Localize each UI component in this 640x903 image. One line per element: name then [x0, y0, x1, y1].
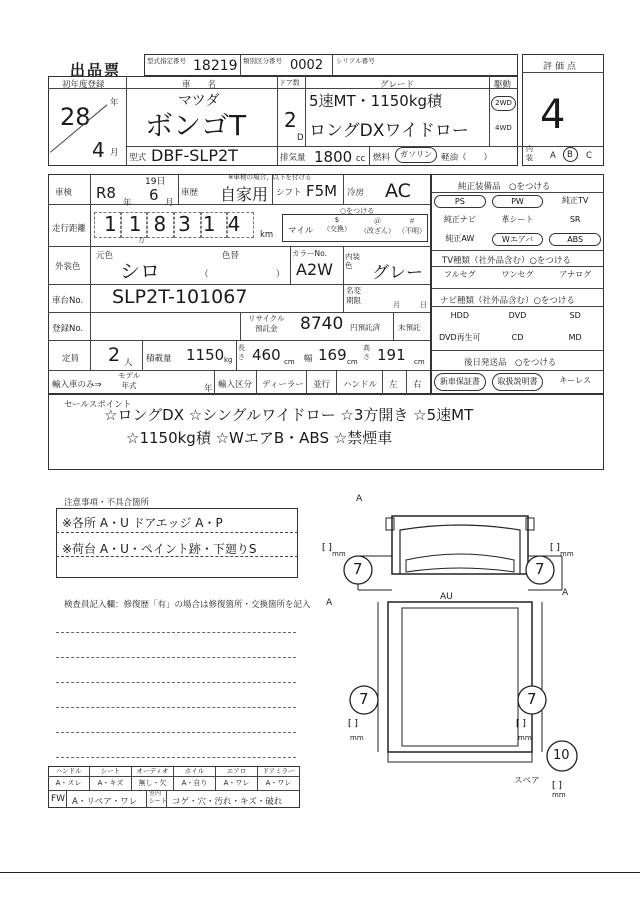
drive-4wd: 4WD [495, 124, 512, 132]
after-title: 後日発送品 ○をつける [464, 358, 557, 368]
shaken-label: 車検 [55, 188, 73, 198]
history-label: 車歴 [181, 188, 199, 198]
mm-rl: mm [350, 734, 364, 742]
diagram-mark-au: AU [440, 592, 453, 602]
diagram-mark-a-right: A [562, 588, 569, 598]
ac-label: 冷房 [347, 188, 365, 198]
rating-value: 4 [540, 92, 566, 138]
navi-item-0: HDD [450, 311, 469, 320]
equipment-item-6: 純正AW [445, 234, 475, 243]
tamper-label: ＠ （改ざん） [360, 217, 395, 235]
shaken-month-unit: 月 [165, 198, 174, 208]
width-label: 幅 [304, 354, 313, 364]
legend-value-0: A・スレ [48, 777, 90, 790]
category-value: 0002 [290, 58, 324, 73]
navi-grid [431, 306, 604, 350]
height-unit: cm [414, 358, 425, 366]
interior-c: C [586, 151, 592, 161]
displacement-unit: cc [356, 154, 366, 164]
color-value: シロ [120, 259, 160, 283]
svg-text:[ ]: [ ] [516, 719, 526, 729]
height-label: 高さ [363, 344, 370, 361]
serial-label: シリアル番号 [336, 57, 375, 65]
mileage-digits [94, 212, 254, 242]
mm-fr: mm [560, 550, 574, 558]
rating-label: 評価点 [543, 62, 580, 72]
equipment-item-3: 純正ナビ [443, 215, 476, 224]
tv-item-0: フルセグ [443, 270, 476, 279]
legend-row3c: コゲ・穴・汚れ・キズ・破れ [172, 797, 283, 807]
legend-head-2: オーディオ [132, 766, 174, 777]
svg-text:[ ]: [ ] [552, 781, 562, 791]
model-code-value: 18219 [193, 58, 238, 74]
model-code-label: 型式指定番号 [147, 57, 186, 65]
mileage-label: 走行距離 [52, 224, 87, 234]
length-value: 460 [252, 346, 281, 364]
tv-grid [431, 266, 604, 286]
note-label: ※車検の場合、以下を付ける [228, 173, 312, 181]
capacity-label: 定員 [62, 354, 80, 364]
notes-line1: ※各所 A・U ドアエッジ A・P [62, 516, 223, 530]
parallel-label: 並行 [313, 380, 331, 390]
length-label: 長さ [238, 344, 245, 361]
int-color-label: 内装色 [345, 252, 360, 270]
spare-label: スペア [514, 776, 540, 786]
mile-label: マイル [288, 226, 314, 236]
capacity-unit: 人 [124, 358, 133, 368]
equipment-item-5: SR [569, 215, 581, 224]
plate-label: 登録No. [52, 324, 84, 334]
tv-title: TV種類（社外品含む）○をつける [442, 256, 571, 266]
after-item-0: 新車保証書 [434, 373, 486, 391]
mileage-man: 万 [138, 236, 145, 244]
inspector-label: 検査員記入欄：修復歴「有」の場合は修復箇所・交換箇所を記入 [64, 600, 311, 610]
import-cat-label: 輸入区分 [218, 380, 253, 390]
circle-note: ○をつける [340, 207, 375, 215]
shaken-year-unit: 年 [123, 198, 132, 208]
sales-point-label: セールスポイント [64, 400, 132, 410]
legend-row3b: 室内 シート [149, 790, 168, 805]
type-value: DBF-SLP2T [151, 146, 238, 165]
model-year-suffix: 年 [204, 384, 213, 394]
vehicle-diagram [318, 490, 590, 798]
navi-title: ナビ種類（社外品含む）○をつける [440, 296, 575, 306]
doors-value: 2 [284, 108, 297, 132]
first-reg-label: 初年度登録 [62, 80, 105, 90]
recycle-value: 8740 [300, 314, 344, 334]
svg-text:[ ]: [ ] [550, 543, 560, 553]
width-value: 169 [318, 346, 347, 364]
grade-line2: ロングDXワイドロー [309, 121, 469, 141]
equipment-title: 純正装備品 ○をつける [458, 182, 551, 192]
legend-head-3: ホイル [174, 766, 216, 777]
mm-fl: mm [332, 550, 346, 558]
import-label: 輸入車のみ⇒ [52, 380, 102, 390]
after-item-2: キーレス [559, 376, 591, 385]
displacement-label: 排気量 [280, 153, 306, 163]
diagram-mark-a-left: A [326, 598, 333, 608]
legend-value-3: A・自り [174, 777, 216, 790]
notes-label: 注意事項・不具合箇所 [64, 498, 150, 508]
color-label: 外装色 [55, 262, 81, 272]
drive-label: 駆動 [494, 80, 512, 90]
length-unit: cm [284, 358, 295, 366]
first-reg-year-unit: 年 [110, 98, 119, 108]
tire-front-right: 7 [535, 560, 545, 578]
legend-value-1: A・キズ [90, 777, 132, 790]
recycle-label: リサイクル 預託金 [248, 314, 285, 333]
capacity-value: 2 [108, 344, 121, 366]
tire-rear-left: 7 [359, 690, 369, 708]
legend-value-2: 無し・欠 [132, 777, 174, 790]
model-year-label: モデル 年式 [118, 371, 141, 390]
shaken-month: 6 [149, 186, 159, 204]
mm-spare: mm [552, 791, 566, 799]
grade-line1: 5速MT・1150kg積 [309, 92, 443, 110]
navi-item-3: DVD再生可 [439, 333, 481, 342]
form-title: 出品票 [70, 61, 122, 79]
expire-month: 月 [393, 301, 400, 309]
after-item-1: 取扱説明書 [492, 373, 544, 391]
first-reg-month: 4 [92, 138, 105, 162]
equipment-item-1: PW [492, 195, 544, 208]
type-label: 型式 [129, 153, 147, 163]
color-sub-label: 色替 [222, 251, 240, 261]
mileage-value: 118314 [104, 212, 253, 236]
navi-item-4: CD [511, 333, 524, 342]
sales-point-line2: ☆1150kg積 ☆WエアB・ABS ☆禁煙車 [126, 429, 393, 447]
first-reg-year: 28 [60, 103, 91, 131]
after-grid [431, 370, 604, 394]
legend-value-5: A・ワレ [258, 777, 300, 790]
expire-day: 日 [420, 301, 427, 309]
doors-unit: D [297, 133, 304, 143]
equipment-item-8: ABS [549, 233, 601, 246]
equipment-item-4: 革シート [501, 215, 534, 224]
expire-label: 名変 期限 [346, 286, 361, 305]
sales-point-line1: ☆ロングDX ☆シングルワイドロー ☆3方開き ☆5速MT [104, 406, 474, 424]
interior-label: 内装 [526, 145, 533, 162]
tv-item-2: アナログ [559, 270, 592, 279]
chassis-value: SLP2T-101067 [112, 286, 248, 308]
equipment-item-7: Wエアバ [492, 233, 544, 246]
equipment-item-2: 純正TV [561, 196, 589, 205]
maker-value: マツダ [178, 93, 220, 109]
recycle-unit: 円預託済 [350, 323, 380, 332]
left-label: 左 [389, 380, 398, 390]
model-value: ボンゴT [145, 109, 247, 142]
mileage-km: km [260, 230, 274, 240]
color-code-value: A2W [296, 260, 333, 279]
shift-label: シフト [276, 188, 302, 198]
legend-grid [48, 766, 300, 790]
spare-value: 10 [553, 748, 570, 763]
shaken-era: R8 [96, 184, 116, 202]
load-value: 1150 [186, 346, 225, 364]
load-unit: kg [224, 356, 233, 364]
shift-value: F5M [306, 182, 338, 200]
unknown-label: ＃ （不明） [398, 217, 426, 235]
legend-prefix: FW [51, 794, 66, 804]
first-reg-month-unit: 月 [110, 148, 119, 158]
interior-a: A [550, 151, 556, 161]
exchange-label: $ （交換） [323, 216, 351, 233]
legend-head-0: ハンドル [48, 766, 90, 777]
tire-rear-right: 7 [527, 690, 537, 708]
load-label: 積載量 [146, 354, 172, 364]
tv-item-1: ワンセグ [501, 270, 534, 279]
navi-item-1: DVD [508, 311, 527, 320]
legend-value-4: A・ワレ [216, 777, 258, 790]
shaken-day: 19日 [145, 177, 166, 187]
mm-rr: mm [518, 734, 532, 742]
fuel-label: 燃料 [373, 153, 391, 163]
history-value: 自家用 [220, 185, 269, 204]
legend-row3a: A・リペア・ワレ [72, 797, 138, 807]
legend-head-5: ドアミラー [258, 766, 300, 777]
svg-text:[ ]: [ ] [348, 719, 358, 729]
light-oil-paren: （ ） [458, 153, 493, 163]
legend-head-4: エアロ [216, 766, 258, 777]
drive-2wd: 2WD [491, 96, 516, 111]
dealer-label: ディーラー [262, 380, 304, 390]
equipment-grid [431, 192, 604, 248]
doors-label: ドア数 [279, 79, 300, 87]
color-code-label: カラーNo. [292, 249, 327, 258]
equipment-item-0: PS [434, 195, 486, 208]
diagram-mark-a-top: A [356, 494, 363, 504]
category-label: 類別区分番号 [243, 57, 282, 65]
grade-label: グレード [380, 80, 415, 90]
fuel-value: ガソリン [395, 147, 437, 163]
navi-item-2: SD [569, 311, 581, 320]
handle-label: ハンドル [343, 380, 378, 390]
height-value: 191 [377, 346, 406, 364]
name-label: 車 名 [182, 80, 217, 90]
displacement-value: 1800 [314, 148, 353, 166]
recycle-not: 未預託 [398, 323, 421, 332]
color-orig-label: 元色 [96, 251, 114, 261]
notes-line2: ※荷台 A・U・ペイント跡・下廻りS [62, 542, 257, 556]
ac-value: AC [385, 180, 411, 202]
legend-head-1: シート [90, 766, 132, 777]
tire-front-left: 7 [353, 560, 363, 578]
interior-b: B [567, 150, 573, 160]
navi-item-5: MD [568, 333, 582, 342]
right-label: 右 [413, 380, 422, 390]
svg-text:[ ]: [ ] [322, 543, 332, 553]
int-color-value: グレー [372, 263, 423, 283]
light-oil-label: 軽油 [441, 153, 459, 163]
width-unit: cm [347, 358, 358, 366]
chassis-label: 車台No. [52, 296, 84, 306]
